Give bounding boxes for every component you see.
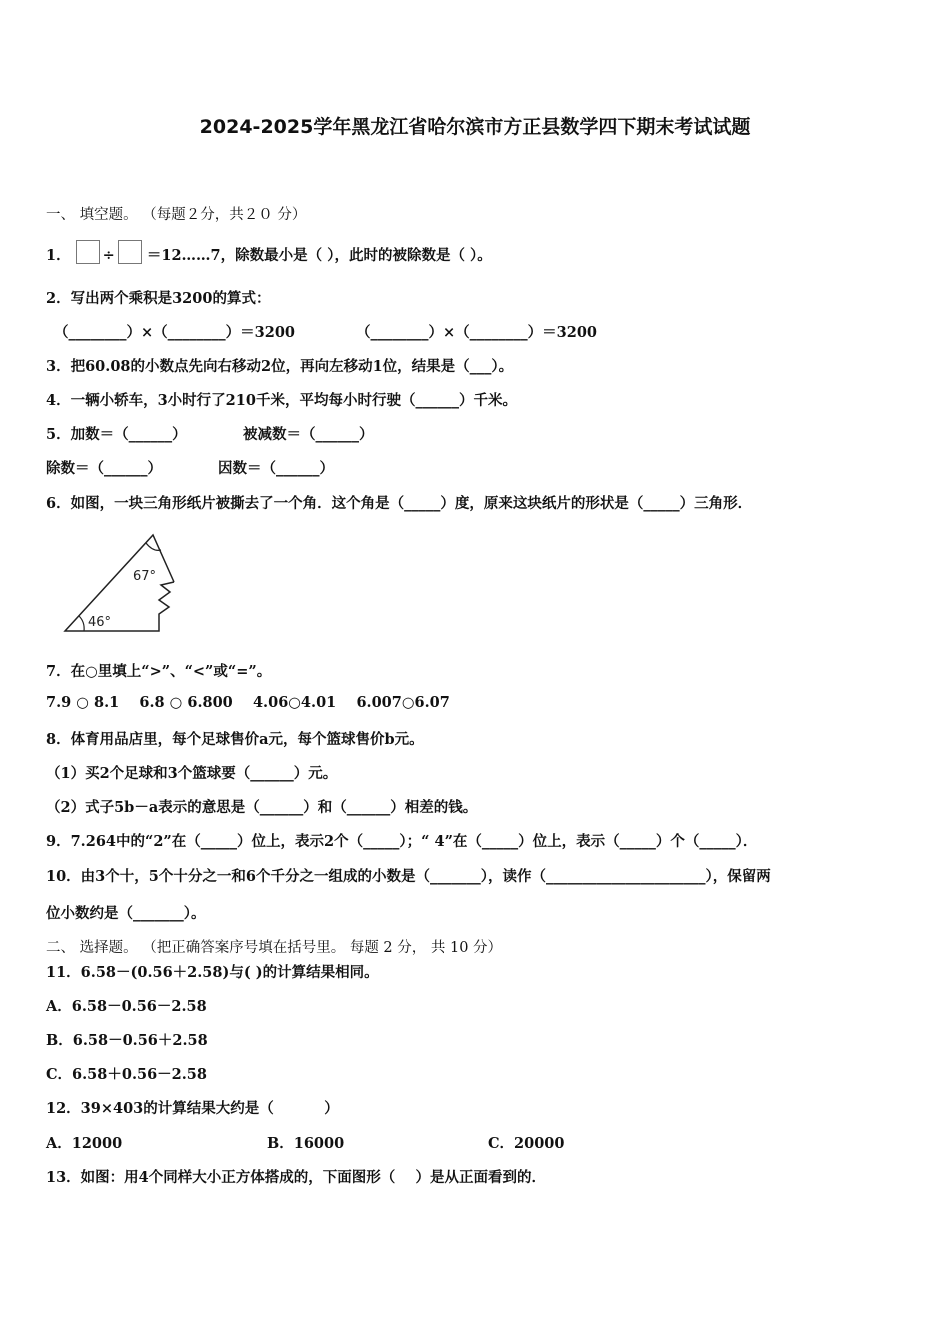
q5-minuend: 被减数＝（______） bbox=[243, 426, 374, 443]
question-2: 2．写出两个乘积是3200的算式： bbox=[46, 290, 271, 307]
question-10-line-2: 位小数约是（_______）。 bbox=[46, 905, 206, 922]
q2-equation-2: （________）×（________）＝3200 bbox=[356, 324, 598, 341]
division-sign: ÷ bbox=[102, 247, 115, 264]
dividend-blank-box bbox=[76, 240, 100, 264]
q11-option-a: A．6.58－0.56－2.58 bbox=[46, 998, 207, 1015]
question-10-line-1: 10．由3个十，5个十分之一和6个千分之一组成的小数是（_______），读作（______________________），保留两 bbox=[46, 868, 771, 885]
q5-factor: 因数＝（______） bbox=[218, 460, 334, 477]
torn-triangle-figure bbox=[60, 532, 185, 637]
q11-option-c: C．6.58＋0.56－2.58 bbox=[46, 1066, 207, 1083]
q12-option-b: B．16000 bbox=[267, 1135, 345, 1152]
question-3: 3．把60.08的小数点先向右移动2位，再向左移动1位，结果是（___）。 bbox=[46, 358, 514, 375]
q8-part-2: （2）式子5b－a表示的意思是（______）和（______）相差的钱。 bbox=[46, 799, 478, 816]
page-title: 2024-2025学年黑龙江省哈尔滨市方正县数学四下期末考试试题 bbox=[199, 116, 751, 138]
q1-text: ＝12……7，除数最小是（ ），此时的被除数是（ ）。 bbox=[146, 247, 492, 264]
question-8: 8．体育用品店里，每个足球售价a元，每个篮球售价b元。 bbox=[46, 731, 424, 748]
q12-option-a: A．12000 bbox=[46, 1135, 123, 1152]
q11-option-b: B．6.58－0.56＋2.58 bbox=[46, 1032, 208, 1049]
question-13: 13．如图：用4个同样大小正方体搭成的，下面图形（ ）是从正面看到的． bbox=[46, 1169, 546, 1186]
question-4: 4．一辆小轿车，3小时行了210千米，平均每小时行驶（______）千米。 bbox=[46, 392, 517, 409]
divisor-blank-box bbox=[118, 240, 142, 264]
q5-divisor: 除数＝（______） bbox=[46, 460, 162, 477]
q7-comparisons: 7.9 ○ 8.1 6.8 ○ 6.800 4.06○4.01 6.007○6.07 bbox=[46, 694, 450, 711]
q8-part-1: （1）买2个足球和3个篮球要（______）元。 bbox=[46, 765, 338, 782]
question-7: 7．在○里填上“>”、“<”或“=”。 bbox=[46, 663, 272, 680]
question-12: 12．39×403的计算结果大约是（ ） bbox=[46, 1100, 339, 1117]
angle-label-left: 46° bbox=[88, 615, 112, 630]
angle-arc-left bbox=[79, 616, 84, 631]
angle-label-top: 67° bbox=[133, 569, 157, 584]
question-1 bbox=[46, 240, 492, 265]
section-2-heading: 二、 选择题。 （把正确答案序号填在括号里。 每题 2 分， 共 10 分） bbox=[46, 940, 503, 956]
question-9: 9．7.264中的“2”在（_____）位上，表示2个（_____）；“ 4”在（_____）位上，表示（_____）个（_____）． bbox=[46, 833, 758, 850]
q12-option-c: C．20000 bbox=[488, 1135, 565, 1152]
section-1-heading: 一、 填空题。 （每题２分，共２０ 分） bbox=[46, 207, 307, 223]
question-11: 11．6.58－(0.56＋2.58)与( )的计算结果相同。 bbox=[46, 964, 379, 981]
q5-addend: 5．加数＝（______） bbox=[46, 426, 187, 443]
q2-equation-1: （________）×（________）＝3200 bbox=[54, 324, 296, 341]
q1-number: 1． bbox=[46, 247, 71, 264]
question-6: 6．如图，一块三角形纸片被撕去了一个角．这个角是（_____）度，原来这块纸片的形状是（_____）三角形． bbox=[46, 495, 753, 512]
triangle-outline bbox=[65, 535, 174, 631]
